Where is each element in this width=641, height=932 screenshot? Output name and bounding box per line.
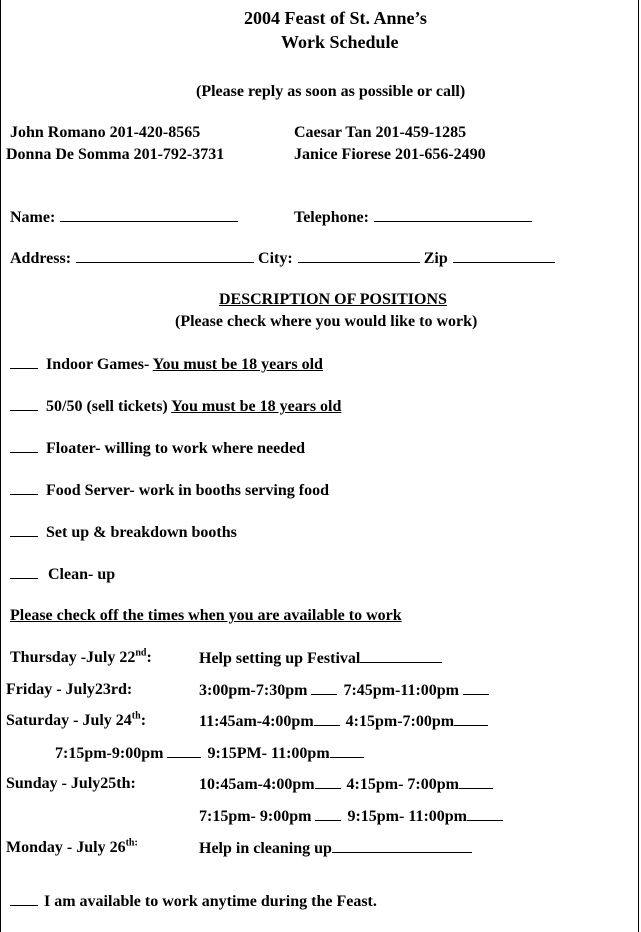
sunday-slots-row1: 10:45am-4:00pm 4:15pm- 7:00pm	[199, 774, 493, 795]
sunday-slot3-blank[interactable]	[315, 806, 341, 821]
saturday-slots-row1: 11:45am-4:00pm 4:15pm-7:00pm	[199, 711, 488, 732]
address-label: Address:	[10, 250, 72, 267]
position-floater	[10, 438, 305, 459]
monday-blank[interactable]	[332, 838, 472, 853]
thursday-label: Thursday -July 22nd:	[10, 647, 152, 666]
title-line2: Work Schedule	[281, 32, 399, 52]
telephone-blank[interactable]	[374, 207, 532, 222]
zip-label: Zip	[423, 250, 448, 267]
times-heading: Please check off the times when you are available to work	[10, 607, 402, 624]
telephone-label: Telephone:	[294, 209, 369, 226]
monday-task: Help in cleaning up	[199, 838, 472, 859]
position-label: Clean- up	[48, 566, 116, 583]
food-server-checkbox[interactable]	[10, 480, 38, 495]
thursday-task: Help setting up Festival	[199, 648, 442, 669]
position-label: Indoor Games-	[46, 356, 150, 373]
saturday-slot1-blank[interactable]	[314, 711, 340, 726]
anytime-label: I am available to work anytime during the Feast.	[44, 893, 377, 910]
saturday-slot4-blank[interactable]	[330, 743, 364, 758]
monday-label: Monday - July $26^{th:}$	[6, 837, 138, 856]
address-field-row	[10, 248, 555, 269]
name-label: Name:	[10, 209, 56, 226]
thursday-blank[interactable]	[360, 648, 442, 663]
age-requirement-note: You must be 18 years old	[152, 356, 323, 373]
name-blank[interactable]	[60, 207, 238, 222]
position-label: 50/50 (sell tickets)	[46, 398, 168, 415]
position-food-server	[10, 480, 329, 501]
saturday-label: Saturday - July 24th:	[6, 710, 147, 729]
floater-checkbox[interactable]	[10, 438, 38, 453]
saturday-slot2-blank[interactable]	[454, 711, 488, 726]
position-setup-breakdown	[10, 522, 237, 543]
age-requirement-note: You must be 18 years old	[171, 398, 342, 415]
name-field-row	[10, 207, 238, 228]
fifty-fifty-checkbox[interactable]	[10, 396, 38, 411]
sunday-slot2-blank[interactable]	[459, 774, 493, 789]
contact-john: John Romano 201-420-8565	[10, 124, 201, 141]
positions-subheading: (Please check where you would like to work)	[175, 313, 478, 330]
clean-up-checkbox[interactable]	[10, 564, 38, 579]
telephone-field-row	[294, 207, 532, 228]
contact-caesar: Caesar Tan 201-459-1285	[294, 124, 467, 141]
anytime-row	[10, 891, 377, 912]
position-clean-up	[10, 564, 115, 585]
title-line1: 2004 Feast of St. Anne’s	[244, 8, 427, 28]
saturday-slot3-blank[interactable]	[167, 743, 201, 758]
friday-slot1-blank[interactable]	[311, 680, 337, 695]
saturday-slots-row2: 7:15pm-9:00pm 9:15PM- 11:00pm	[55, 743, 364, 764]
friday-slots: 3:00pm-7:30pm 7:45pm-11:00pm	[199, 680, 489, 701]
contact-donna: Donna De Somma 201-792-3731	[6, 146, 225, 163]
setup-breakdown-checkbox[interactable]	[10, 522, 38, 537]
city-blank[interactable]	[298, 248, 420, 263]
sunday-slot1-blank[interactable]	[315, 774, 341, 789]
friday-label: Friday - July23rd:	[6, 681, 133, 698]
zip-blank[interactable]	[453, 248, 555, 263]
anytime-checkbox[interactable]	[10, 891, 38, 906]
position-fifty-fifty	[10, 396, 341, 417]
contact-janice: Janice Fiorese 201-656-2490	[294, 146, 486, 163]
positions-heading: DESCRIPTION OF POSITIONS	[219, 291, 447, 308]
position-label: Food Server- work in booths serving food	[46, 482, 329, 499]
city-label: City:	[258, 250, 293, 267]
sunday-label: Sunday - July25th:	[6, 775, 136, 792]
position-indoor-games	[10, 354, 323, 375]
sunday-slot4-blank[interactable]	[467, 806, 503, 821]
position-label: Floater- willing to work where needed	[46, 440, 306, 457]
friday-slot2-blank[interactable]	[463, 680, 489, 695]
sunday-slots-row2: 7:15pm- 9:00pm 9:15pm- 11:00pm	[199, 806, 503, 827]
reply-note: (Please reply as soon as possible or call)	[196, 83, 466, 100]
indoor-games-checkbox[interactable]	[10, 354, 38, 369]
address-blank[interactable]	[76, 248, 254, 263]
position-label: Set up & breakdown booths	[46, 524, 237, 541]
